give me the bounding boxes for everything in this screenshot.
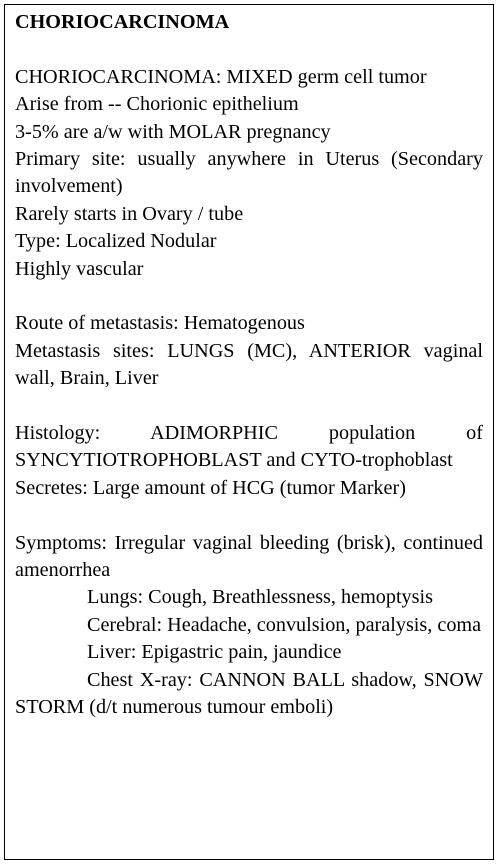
spacer (15, 502, 483, 529)
spacer (15, 36, 483, 63)
secretion-line: Secretes: Large amount of HCG (tumor Marker) (15, 476, 406, 499)
ovary-tube-line: Rarely starts in Ovary / tube (15, 202, 244, 225)
spacer (15, 393, 483, 420)
liver-symptom-line: Liver: Epigastric pain, jaundice (87, 641, 342, 664)
lungs-symptom-line: Lungs: Cough, Breathlessness, hemoptysis (87, 586, 433, 609)
symptoms-line: Symptoms: Irregular vaginal bleeding (brisk), continued amenorrhea (15, 531, 483, 582)
document-box (4, 4, 494, 860)
chest-xray-line: Chest X-ray: CANNON BALL shadow, SNOW STORM (d/t numerous tumour emboli) (15, 668, 483, 719)
metastasis-sites-line: Metastasis sites: LUNGS (MC), ANTERIOR vaginal wall, Brain, Liver (15, 339, 483, 390)
histology-line: Histology: ADIMORPHIC population of SYNCYTIOTROPHOBLAST and CYTO-trophoblast (15, 422, 483, 472)
metastasis-route-line: Route of metastasis: Hematogenous (15, 312, 305, 335)
spacer (15, 283, 483, 310)
type-line: Type: Localized Nodular (15, 230, 217, 253)
molar-association-line: 3-5% are a/w with MOLAR pregnancy (15, 120, 331, 143)
cerebral-symptom-line: Cerebral: Headache, convulsion, paralysis, coma (87, 613, 482, 636)
primary-site-line: Primary site: usually anywhere in Uterus (Secondary involvement) (15, 148, 483, 198)
document-title: CHORIOCARCINOMA (15, 11, 230, 33)
origin-line: Arise from -- Chorionic epithelium (15, 93, 299, 116)
vascularity-line: Highly vascular (15, 257, 144, 280)
definition-line: CHORIOCARCINOMA: MIXED germ cell tumor (15, 65, 427, 88)
